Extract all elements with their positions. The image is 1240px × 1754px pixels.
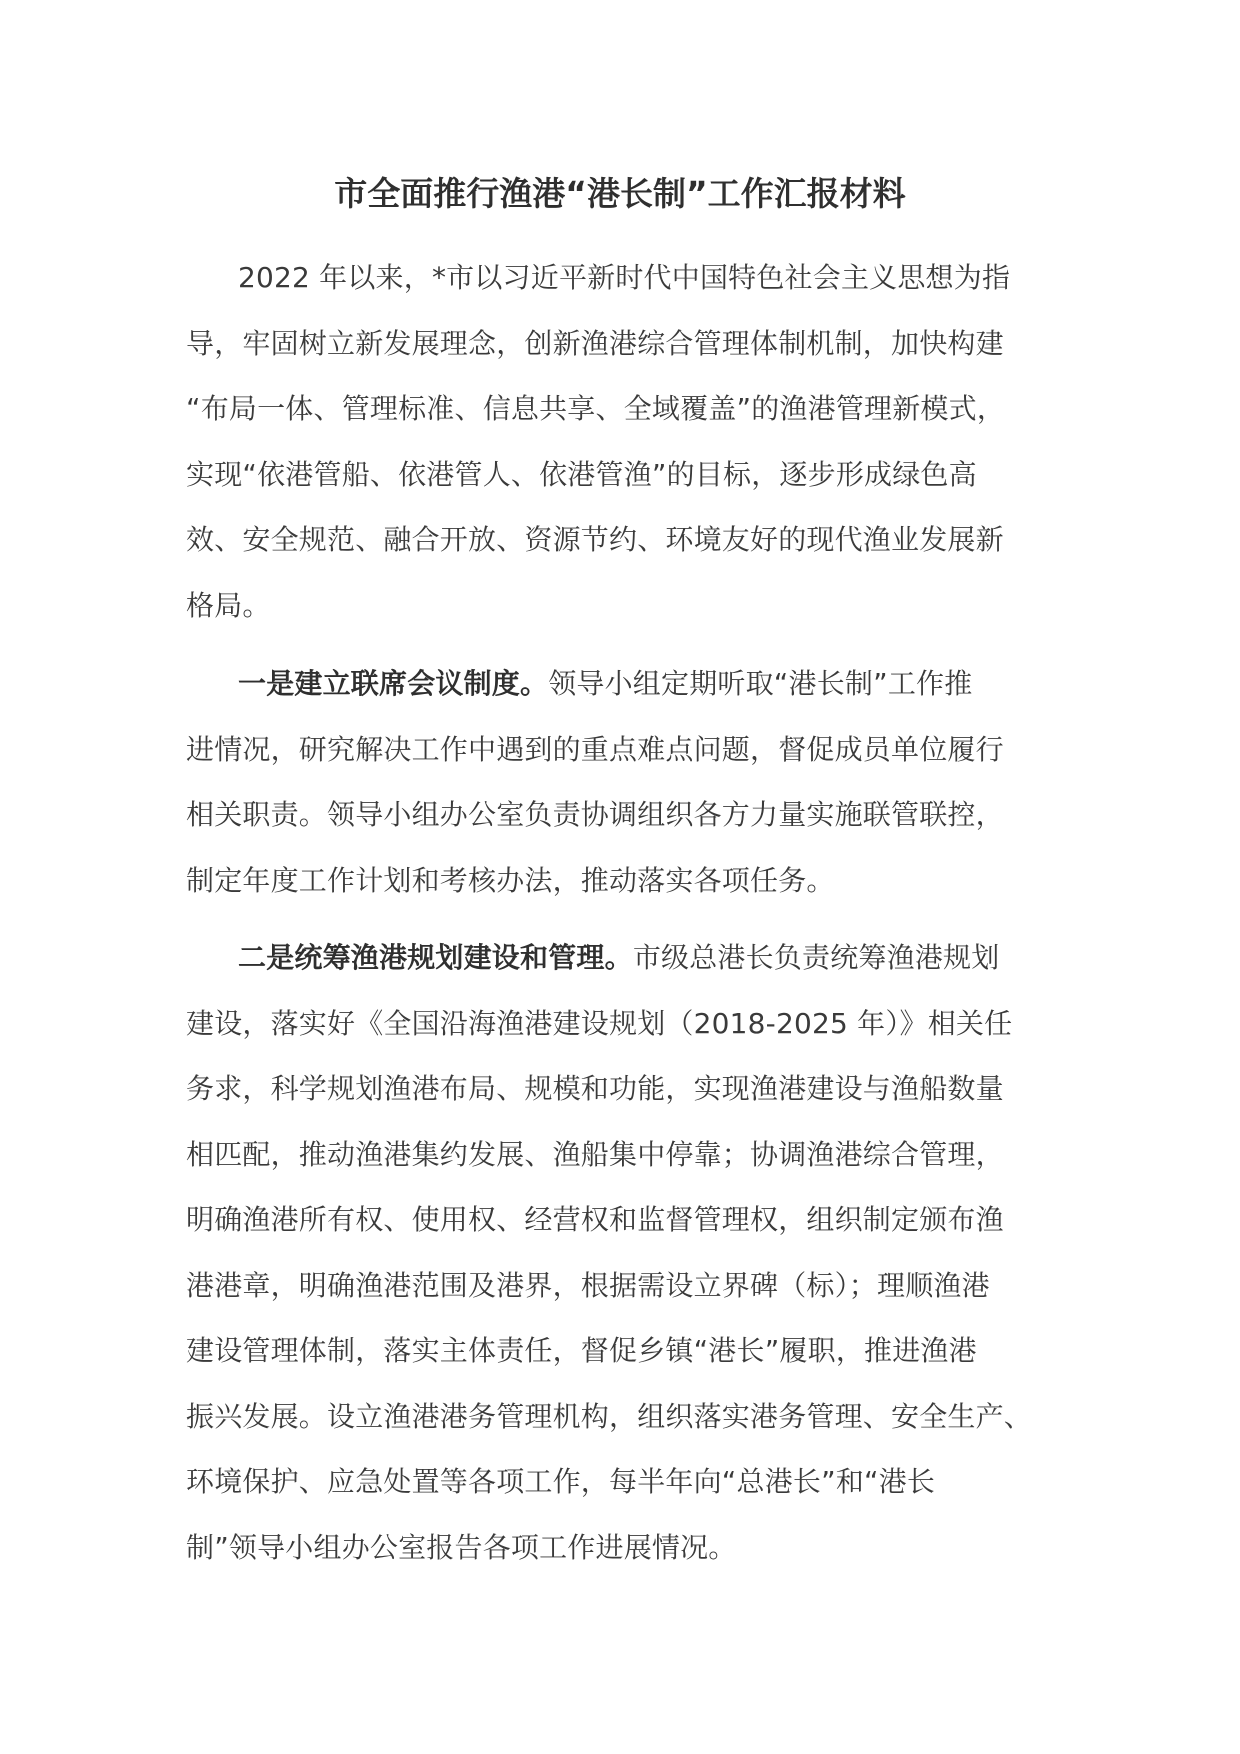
paragraph-joint-meeting xyxy=(186,651,1066,913)
paragraph-line: 制定年度工作计划和考核办法，推动落实各项任务。 xyxy=(186,863,835,897)
paragraph-line-text: 市级总港长负责统筹渔港规划 xyxy=(632,941,1000,974)
paragraph-lead-heading: 一是建立联席会议制度。 xyxy=(238,667,549,700)
paragraph-line: 建设，落实好《全国沿海渔港建设规划（2018-2025 年）》相关任 xyxy=(186,1006,1013,1040)
paragraph-line: 明确渔港所有权、使用权、经营权和监督管理权，组织制定颁布渔 xyxy=(186,1203,1004,1236)
paragraph-first-line xyxy=(186,651,1066,717)
paragraph-port-planning xyxy=(186,925,1066,1580)
paragraph-line: 务求，科学规划渔港布局、规模和功能，实现渔港建设与渔船数量 xyxy=(186,1072,1004,1105)
paragraph-line: 环境保护、应急处置等各项工作，每半年向“总港长”和“港长 xyxy=(186,1465,936,1498)
paragraph-line: 建设管理体制，落实主体责任，督促乡镇“港长”履职，推进渔港 xyxy=(186,1334,977,1367)
paragraph-line: 实现“依港管船、依港管人、依港管渔”的目标，逐步形成绿色高 xyxy=(186,457,977,491)
paragraph-line: 相匹配，推动渔港集约发展、渔船集中停靠；协调渔港综合管理， xyxy=(186,1137,1004,1171)
paragraph-line: 格局。 xyxy=(186,588,271,622)
document-title: 市全面推行渔港“港长制”工作汇报材料 xyxy=(334,174,906,213)
paragraph-line: 进情况，研究解决工作中遇到的重点难点问题，督促成员单位履行 xyxy=(186,732,1004,766)
paragraph-line: 制”领导小组办公室报告各项工作进展情况。 xyxy=(186,1530,737,1564)
paragraph-first-line xyxy=(186,925,1066,991)
paragraph-line: 港港章，明确渔港范围及港界，根据需设立界碑（标）；理顺渔港 xyxy=(186,1268,990,1302)
paragraph-line: 效、安全规范、融合开放、资源节约、环境友好的现代渔业发展新 xyxy=(186,523,1004,556)
paragraph-line: 导，牢固树立新发展理念，创新渔港综合管理体制机制，加快构建 xyxy=(186,326,1004,360)
paragraph-line: 振兴发展。设立渔港港务管理机构，组织落实港务管理、安全生产、 xyxy=(186,1399,1033,1433)
paragraph-intro xyxy=(186,245,1066,638)
paragraph-line: “布局一体、管理标准、信息共享、全域覆盖”的渔港管理新模式， xyxy=(186,392,1006,425)
paragraph-line-text: 领导小组定期听取“港长制”工作推 xyxy=(548,667,973,700)
paragraph-line: 2022 年以来，*市以习近平新时代中国特色社会主义思想为指 xyxy=(238,261,1011,294)
paragraph-lead-heading: 二是统筹渔港规划建设和管理。 xyxy=(238,941,633,974)
paragraph-line: 相关职责。领导小组办公室负责协调组织各方力量实施联管联控， xyxy=(186,798,1004,831)
